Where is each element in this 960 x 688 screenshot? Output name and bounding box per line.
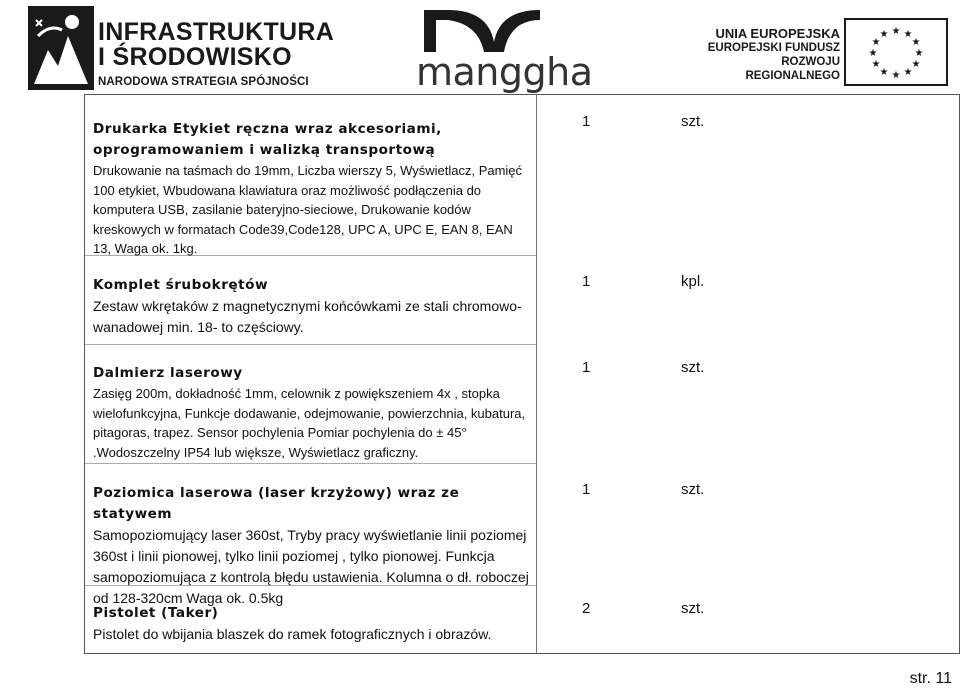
item-title: Drukarka Etykiet ręczna wraz akcesoriami, oprogramowaniem i walizką transportową — [93, 121, 442, 158]
item-unit: szt. — [681, 600, 705, 617]
item-unit: szt. — [681, 359, 705, 376]
column-divider — [536, 95, 537, 653]
infrastruktura-emblem-icon — [28, 6, 94, 90]
item-description: Pistolet do wbijania blaszek do ramek fotograficznych i obrazów. — [93, 626, 492, 642]
item-quantity: 1 — [582, 481, 591, 498]
item-quantity: 1 — [582, 113, 591, 130]
eu-logo-line3: ROZWOJU REGIONALNEGO — [745, 56, 840, 82]
svg-text:★: ★ — [903, 29, 913, 40]
table-row — [93, 363, 533, 462]
table-row — [93, 603, 533, 645]
svg-text:★: ★ — [911, 37, 921, 48]
svg-text:★: ★ — [871, 37, 881, 48]
infrastruktura-logo — [28, 6, 335, 90]
item-title: Poziomica laserowa (laser krzyżowy) wraz ze statywem — [93, 485, 460, 522]
page-header — [0, 0, 960, 92]
eu-logo — [688, 18, 960, 84]
item-description: Zestaw wkrętaków z magnetycznymi końcówkami ze stali chromowo-wanadowej min. 18- to częściowy. — [93, 298, 522, 335]
svg-text:★: ★ — [891, 26, 901, 37]
table-row — [93, 483, 533, 609]
item-description: Drukowanie na taśmach do 19mm, Liczba wierszy 5, Wyświetlacz, Pamięć 100 etykiet, Wbudowana klawiatura oraz możliwość podłączenia do komputera USB, zasilanie bateryjno-sieciowe, Drukowanie kodów kreskowych w formatach Code39,Code128, UPC A, UPC E, EAN 8, EAN 13, Waga ok. 1kg. — [93, 163, 523, 256]
eu-logo-line2: EUROPEJSKI FUNDUSZ — [707, 42, 840, 54]
item-title: Komplet śrubokrętów — [93, 277, 269, 293]
svg-text:★: ★ — [914, 48, 924, 59]
eu-flag-icon — [844, 18, 948, 86]
svg-text:★: ★ — [903, 67, 913, 78]
table-row — [93, 275, 533, 338]
infra-logo-line1: INFRASTRUKTURA — [98, 18, 335, 46]
item-title: Pistolet (Taker) — [93, 605, 219, 621]
manggha-logo — [412, 2, 593, 94]
item-unit: szt. — [681, 481, 705, 498]
svg-text:★: ★ — [911, 59, 921, 70]
item-title: Dalmierz laserowy — [93, 365, 243, 381]
svg-text:★: ★ — [868, 48, 878, 59]
manggha-wordmark: manggha — [416, 50, 593, 94]
item-description: Samopoziomujący laser 360st, Tryby pracy wyświetlanie linii poziomej 360st i linii pionowej, tylko linii poziomej , tylko pionowej. Funkcja samopoziomująca z kontrolą błędu ustawienia. Kolumna o dł. roboczej od 128-320cm Waga ok. 0.5kg — [93, 527, 529, 606]
item-unit: kpl. — [681, 273, 705, 290]
svg-text:★: ★ — [891, 70, 901, 81]
item-description: Zasięg 200m, dokładność 1mm, celownik z powiększeniem 4x , stopka wielofunkcyjna, Funkcje dodawanie, odejmowanie, powierzchnia, kubatura, pitagoras, trapez. Sensor pochylenia Pomiar pochylenia do ± 45° .Wodoszczelny IP54 lub większe, Wyświetlacz graficzny. — [93, 386, 526, 460]
item-quantity: 2 — [582, 600, 591, 617]
row-divider — [85, 463, 536, 464]
items-table — [84, 94, 960, 654]
svg-text:★: ★ — [879, 29, 889, 40]
svg-text:★: ★ — [879, 67, 889, 78]
infra-logo-line3: NARODOWA STRATEGIA SPÓJNOŚCI — [98, 76, 309, 88]
eu-logo-line1: UNIA EUROPEJSKA — [715, 26, 840, 41]
table-row — [93, 119, 533, 259]
svg-text:★: ★ — [871, 59, 881, 70]
item-quantity: 1 — [582, 359, 591, 376]
item-quantity: 1 — [582, 273, 591, 290]
row-divider — [85, 344, 536, 345]
item-unit: szt. — [681, 113, 705, 130]
page-number: str. 11 — [909, 670, 952, 687]
infra-logo-line2: I ŚRODOWISKO — [98, 43, 292, 71]
